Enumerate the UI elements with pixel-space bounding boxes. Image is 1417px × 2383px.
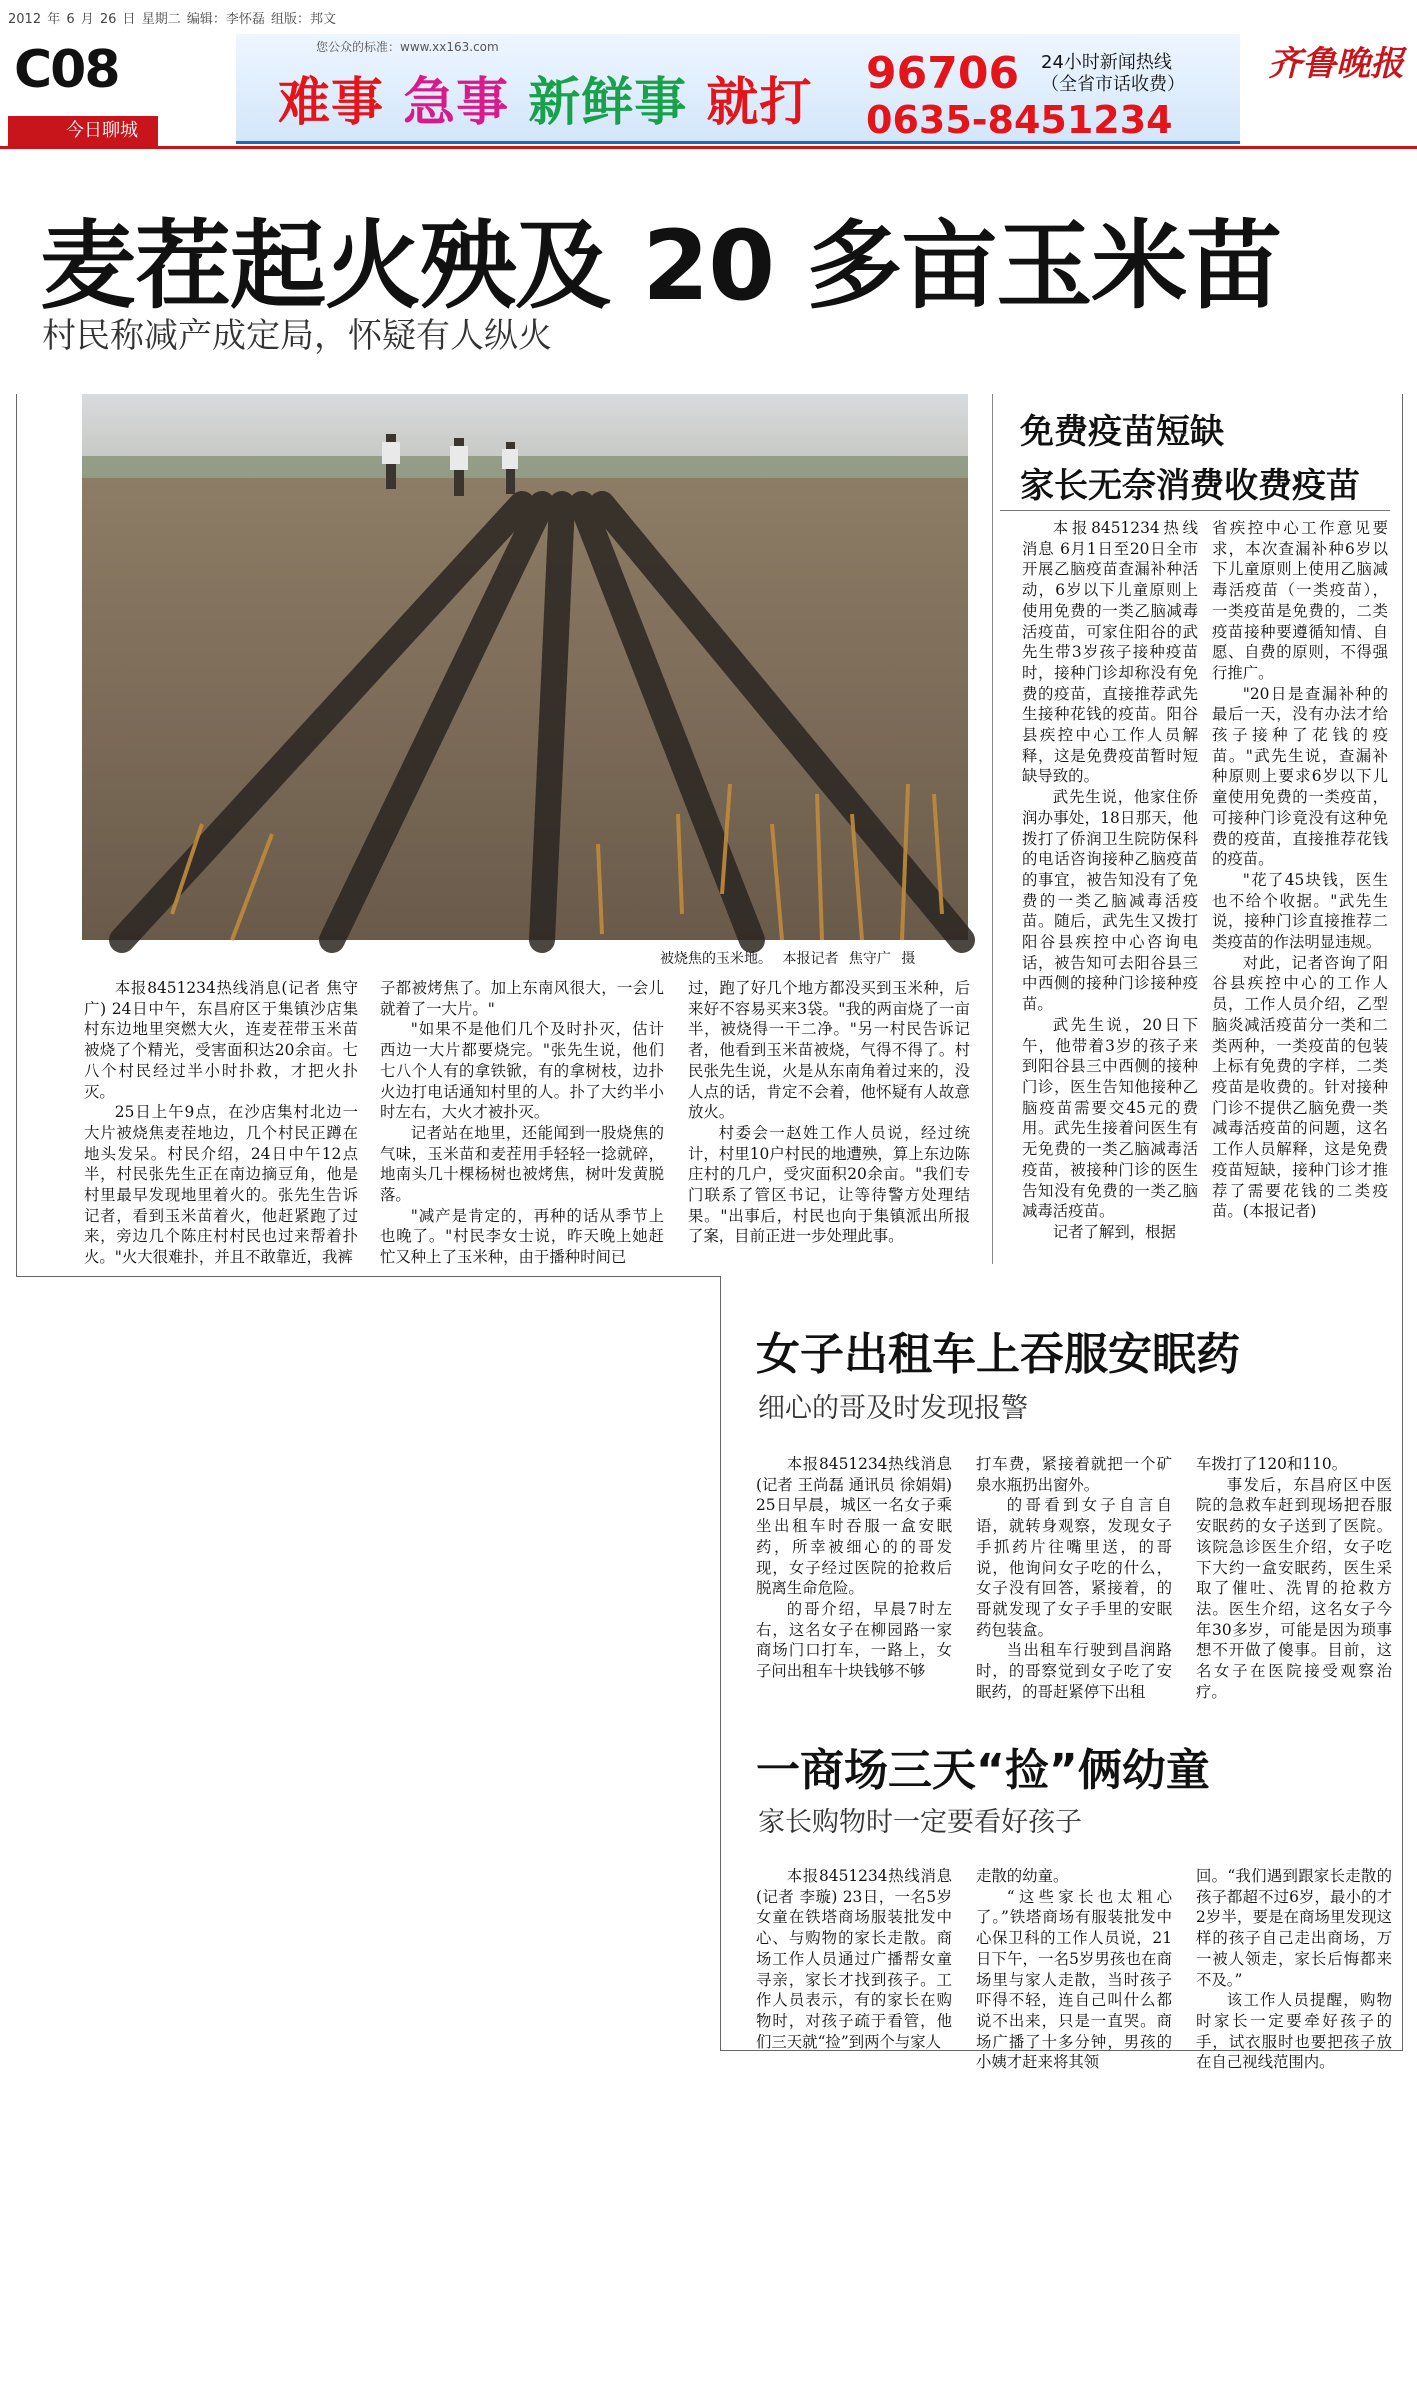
divider [16, 1276, 720, 1277]
hotline-label [1041, 52, 1185, 96]
burned-field-photo [82, 394, 968, 940]
divider [1000, 510, 1390, 511]
paragraph: 走散的幼童。 [976, 1867, 1069, 1885]
paragraph: "20日是查漏补种的最后一天，没有办法才给孩子接种了花钱的疫苗。"武先生说，查漏补种原则上要求6岁以下儿童使用免费的一类疫苗，可接种门诊竟没有这种免费的疫苗，直接推荐花钱的疫苗。 [1212, 684, 1388, 869]
paragraph: 武先生说，20日下午，他带着3岁的孩子来到阳谷县三中西侧的接种门诊，医生告知他接种乙脑疫苗需要交45元的费用。武先生接着问医生有无免费的一类乙脑减毒活疫苗，被接种门诊的医生告知没有免费的一类乙脑减毒活疫苗。 [1022, 1015, 1198, 1221]
divider [720, 1276, 721, 2050]
side-headline-line2: 家长无奈消费收费疫苗 [1020, 466, 1360, 506]
lead-headline: 麦茬起火殃及 20 多亩玉米苗 [40, 210, 1282, 322]
paragraph: 子都被烤焦了。加上东南风很大，一会儿就着了一大片。" [380, 979, 664, 1018]
paragraph: 记者站在地里，还能闻到一股烧焦的气味，玉米苗和麦茬用手轻轻一捻就碎，地南头几十棵杨树也被烤焦，树叶发黄脱落。 [380, 1123, 664, 1205]
story3-subheadline: 家长购物时一定要看好孩子 [758, 1807, 1082, 1838]
lead-column-3 [688, 978, 970, 1268]
story2-headline: 女子出租车上吞服安眠药 [756, 1329, 1240, 1380]
story3-column-2 [976, 1866, 1172, 2072]
issue-meta: 2012 年 6 月 26 日 星期二 编辑：李怀磊 组版：邦文 [8, 12, 336, 27]
slogan-word: 难事 [278, 73, 385, 133]
paragraph: 25日上午9点，在沙店集村北边一大片被烧焦麦茬地边，几个村民正蹲在地头发呆。村民介绍，24日中午12点半，村民张先生正在南边摘豆角，他是村里最早发现地里着火的。张先生告诉记者，看到玉米苗着火，他赶紧跑了过来，旁边几个陈庄村村民也过来帮着扑火。"火大很难扑，并且不敢靠近，我裤 [84, 1103, 358, 1267]
photo-caption: 被烧焦的玉米地。 本报记者 焦守广 摄 [660, 951, 916, 967]
paragraph: 打车费，紧接着就把一个矿泉水瓶扔出窗外。 [976, 1455, 1172, 1494]
story2-subheadline: 细心的哥及时发现报警 [758, 1393, 1028, 1424]
paragraph: 过，跑了好几个地方都没买到玉米种，后来好不容易买来3袋。"我的两亩烧了一亩半，被烧得一干二净。"另一村民告诉记者，他看到玉米苗被烧，气得不得了。村民张先生说，火是从东南角着过来的，没人点的话，肯定不会着，他怀疑有人故意放火。 [688, 979, 970, 1122]
paragraph: 省疾控中心工作意见要求，本次查漏补种6岁以下儿童原则上使用乙脑减毒活疫苗（一类疫苗），一类疫苗是免费的，二类疫苗接种要遵循知情、自愿、自费的原则，不得强行推广。 [1212, 519, 1388, 682]
story3-column-3 [1196, 1866, 1392, 2072]
paragraph: 回。“我们遇到跟家长走散的孩子都超不过6岁，最小的才2岁半，要是在商场里发现这样的孩子自己走出商场，万一被人领走，家长后悔都来不及。” [1196, 1867, 1392, 1989]
newspaper-masthead: 齐鲁晚报 [1268, 44, 1404, 84]
slogan-word: 新鲜事 [528, 73, 688, 133]
banner-url: 您公众的标准：www.xx163.com [316, 40, 499, 54]
hotline-label-line: 24小时新闻热线 [1041, 52, 1172, 73]
hotline-banner[interactable] [236, 34, 1240, 144]
lead-column-2 [380, 978, 664, 1268]
paragraph: 车拨打了120和110。 [1196, 1455, 1348, 1473]
slogan-word: 就打 [706, 73, 813, 133]
page-number: C08 [14, 40, 119, 100]
paragraph: 本报8451234热线消息(记者 王尚磊 通讯员 徐娟娟) 25日早晨，城区一名女子乘坐出租车时吞服一盒安眠药，所幸被细心的的哥发现，女子经过医院的抢救后脱离生命危险。 [756, 1455, 952, 1598]
paragraph: "花了45块钱，医生也不给个收据。"武先生说，接种门诊直接推荐二类疫苗的作法明显违规。 [1212, 870, 1388, 952]
divider [16, 394, 17, 1276]
divider [992, 394, 993, 1264]
paragraph: "如果不是他们几个及时扑灭，估计西边一大片都要烧完。"张先生说，他们七八个人有的拿铁锨，有的拿树枝，边扑火边打电话通知村里的人。扑了大约半小时左右，大火才被扑灭。 [380, 1020, 664, 1122]
divider [1402, 394, 1403, 2050]
banner-slogan [278, 60, 812, 135]
story3-column-1 [756, 1866, 952, 2051]
paragraph: 本报8451234热线消息(记者 焦守广) 24日中午，东昌府区于集镇沙店集村东边地里突燃大火，连麦茬带玉米苗被烧了个精光，受害面积达20余亩。七八个村民经过半小时扑救，才把火扑灭。 [84, 979, 358, 1101]
paragraph: 该工作人员提醒，购物时家长一定要牵好孩子的手，试衣服时也要把孩子放在自己视线范围内。 [1196, 1991, 1392, 2072]
paragraph: 记者了解到，根据 [1052, 1222, 1176, 1241]
paragraph: 对此，记者咨询了阳谷县疾控中心的工作人员，工作人员介绍，乙型脑炎减活疫苗分一类和二类两种，一类疫苗的包装上标有免费的字样，二类疫苗是收费的。针对接种门诊不提供乙脑免费一类减毒活疫苗的问题，这名工作人员解释，这是免费疫苗短缺，接种门诊才推荐了需要花钱的二类疫苗。(本报记者) [1212, 953, 1388, 1221]
paragraph: 武先生说，他家住侨润办事处，18日那天，他拨打了侨润卫生院防保科的电话咨询接种乙脑疫苗的事宜，被告知没有了免费的一类乙脑减毒活疫苗。随后，武先生又拨打阳谷县疾控中心咨询电话，被告知可去阳谷县三中西侧的接种门诊接种疫苗。 [1022, 788, 1198, 1014]
paragraph: 村委会一赵姓工作人员说，经过统计，村里10户村民的地遭殃，算上东边陈庄村的几户，受灾面积20余亩。"我们专门联系了管区书记，让等待警方处理结果。"出事后，村民也向于集镇派出所报了案，目前正进一步处理此事。 [688, 1123, 970, 1246]
side-headline-line1: 免费疫苗短缺 [1020, 412, 1224, 452]
story3-headline: 一商场三天“捡”俩幼童 [756, 1745, 1210, 1796]
burned-field-illustration [82, 394, 968, 940]
side-column-1 [1022, 518, 1198, 1266]
paragraph: 事发后，东昌府区中医院的急救车赶到现场把吞服安眠药的女子送到了医院。该院急诊医生介绍，女子吃下大约一盒安眠药，医生采取了催吐、洗胃的抢救方法。医生介绍，这名女子今年30多岁，可能是因为琐事想不开做了傻事。目前，这名女子在医院接受观察治疗。 [1196, 1475, 1392, 1701]
section-tab[interactable]: 今日聊城 [8, 116, 158, 146]
paragraph: “这些家长也太粗心了。”铁塔商场有服装批发中心保卫科的工作人员说，21日下午，一名5岁男孩也在商场里与家人走散，当时孩子吓得不轻，连自己叫什么都说不出来，只是一直哭。商场广播了十多分钟，男孩的小姨才赶来将其领 [976, 1887, 1172, 2072]
paragraph: 的哥介绍，早晨7时左右，这名女子在柳园路一家商场门口打车，一路上，女子问出租车十块钱够不够 [756, 1599, 952, 1681]
side-column-2 [1212, 518, 1388, 1266]
paragraph: 本报8451234热线消息 6月1日至20日全市开展乙脑疫苗查漏补种活动，6岁以下儿童原则上使用免费的一类乙脑减毒活疫苗，可家住阳谷的武先生带3岁孩子接种疫苗时，接种门诊却称没有免费的疫苗，直接推荐武先生接种花钱的疫苗。阳谷县疾控中心工作人员解释，这是免费疫苗暂时短缺导致的。 [1022, 519, 1198, 786]
header-rule [0, 146, 1417, 149]
story2-column-1 [756, 1454, 952, 1710]
hotline-short: 96706 [866, 48, 1020, 99]
hotline-label-line: （全省市话收费） [1041, 74, 1185, 95]
paragraph: 当出租车行驶到昌润路时，的哥察觉到女子吃了安眠药，的哥赶紧停下出租 [976, 1641, 1172, 1701]
lead-column-1 [84, 978, 358, 1268]
lead-subheadline: 村民称减产成定局，怀疑有人纵火 [42, 316, 552, 356]
slogan-word: 急事 [403, 73, 510, 133]
story2-column-3 [1196, 1454, 1392, 1710]
hotline-full: 0635-8451234 [866, 98, 1173, 142]
paragraph: 的哥看到女子自言自语，就转身观察，发现女子手抓药片往嘴里送，的哥说，他询问女子吃的什么，女子没有回答，紧接着，的哥就发现了女子手里的安眠药包装盒。 [976, 1496, 1172, 1639]
paragraph: 本报8451234热线消息(记者 李璇) 23日，一名5岁女童在铁塔商场服装批发中心、与购物的家长走散。商场工作人员通过广播帮女童寻亲，家长才找到孩子。工作人员表示，有的家长在购物时，对孩子疏于看管，他们三天就“捡”到两个与家人 [756, 1867, 952, 2051]
paragraph: "减产是肯定的，再种的话从季节上也晚了。"村民李女士说，昨天晚上她赶忙又种上了玉米种，由于播种时间已 [380, 1206, 664, 1267]
story2-column-2 [976, 1454, 1172, 1710]
